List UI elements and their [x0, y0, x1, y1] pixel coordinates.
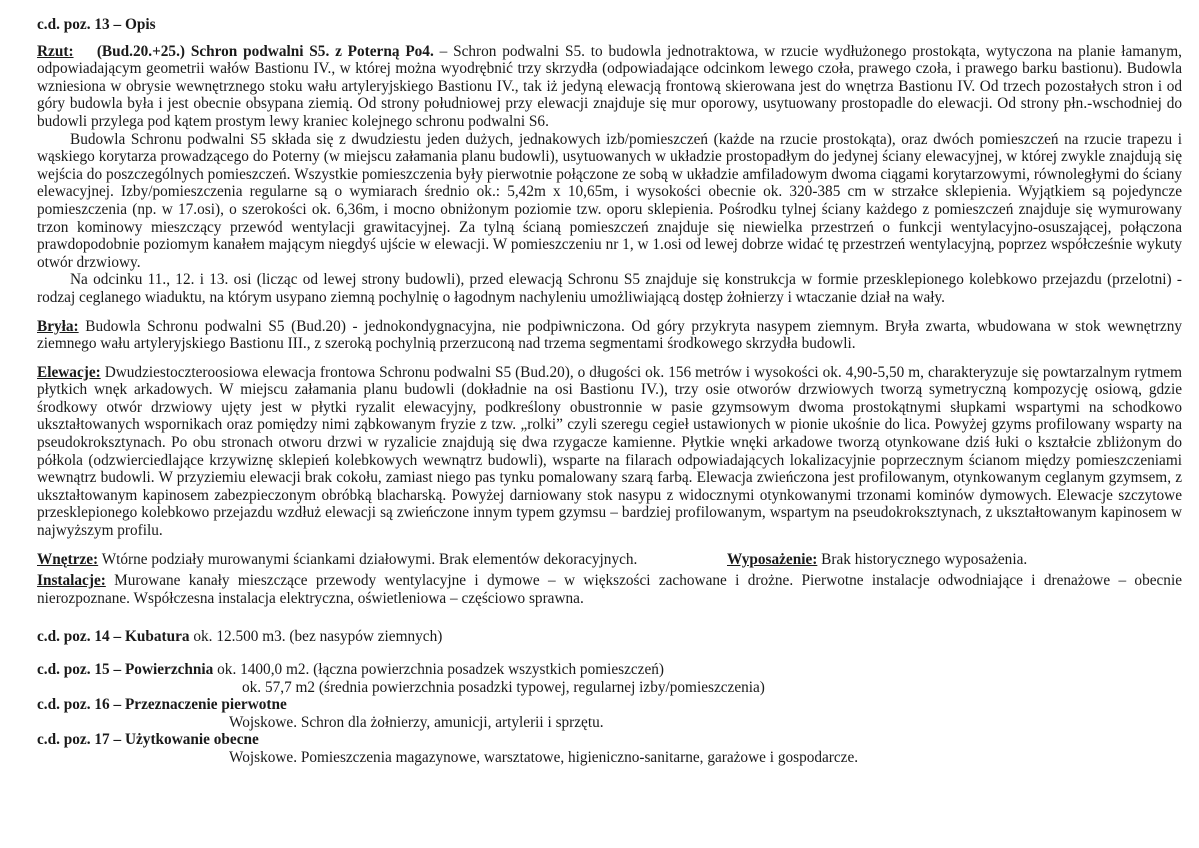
section-przeznaczenie [37, 696, 1182, 731]
instalacje-text: Murowane kanały mieszczące przewody wentylacyjne i dymowe – w większości zachowane i drożne. Pierwotne instalacje odwodniające i drenażowe – obecnie nierozpoznane. Współczesna instalacja elektryczna, oświetleniowa – częściowo sprawna. [37, 572, 1182, 607]
rzut-paragraph-2: Budowla Schronu podwalni S5 składa się z dwudziestu jeden dużych, jednakowych izb/pomieszczeń (każde na rzucie prostokąta), oraz dwóch pomieszczeń na rzucie trapezu i wąskiego korytarza prowadzącego do Poterny (w miejscu załamania planu budowli), usytuowanych w układzie prostopadłym do jedynej ściany elewacyjnej, w której zwykle znajdują się wejścia do poszczególnych pomieszczeń. Wszystkie pomieszczenia były pierwotnie połączone ze sobą w układzie amfiladowym dwoma ciągami korytarzowymi, równoległymi do ściany elewacyjnej. Izby/pomieszczenia regularne są o wymiarach średnio ok.: 5,42m x 10,65m, i wysokości obecnie ok. 320-385 cm w strzałce sklepienia. Wyjątkiem są pojedyncze pomieszczenia (np. w 17.osi), o szerokości ok. 6,36m, i mocno obniżonym poziomie tzw. oporu sklepienia. Pośrodku tylnej ściany każdego z pomieszczeń znajduje się wymurowany trzon kominowy mieszczący przewód wentylacji grawitacyjnej. Za tylną ścianą pomieszczeń znajduje się niewielka przestrzeń o funkcji wentylacyjno-osuszającej, połączona prawdopodobnie poziomym kanałem mającym niegdyś ujście w elewacji. W pomieszczeniu nr 1, w 1.osi od lewej dobrze widać tę przestrzeń wentylacyjną, poprzez współcześnie wykuty otwór drzwiowy. [37, 130, 1182, 271]
kubatura-label: c.d. poz. 14 – Kubatura [37, 628, 190, 646]
wyposazenie-text: Brak historycznego wyposażenia. [817, 550, 1028, 568]
powierzchnia-line-1: ok. 1400,0 m2. (łączna powierzchnia posadzek wszystkich pomieszczeń) [213, 661, 665, 678]
rzut-label: Rzut: [37, 42, 74, 60]
elewacje-label: Elewacje: [37, 363, 101, 381]
section-uzytkowanie [37, 731, 1182, 766]
wnetrze-text: Wtórne podziały murowanymi ściankami działowymi. Brak elementów dekoracyjnych. [98, 550, 638, 568]
przeznaczenie-text: Wojskowe. Schron dla żołnierzy, amunicji, artylerii i sprzętu. [229, 713, 604, 731]
powierzchnia-label: c.d. poz. 15 – Powierzchnia [37, 661, 214, 678]
section-instalacje [37, 572, 1182, 607]
section-kubatura [37, 628, 1182, 646]
section-elewacje [37, 364, 1182, 540]
rzut-paragraph-3: Na odcinku 11., 12. i 13. osi (licząc od lewej strony budowli), przed elewacją Schronu S5 znajduje się konstrukcja w formie przesklepionego kolebkowo przejazdu (przelotni) - rodzaj ceglanego wiaduktu, na którym usypano ziemną pochylnię o łagodnym nachyleniu umożliwiającą dostęp żołnierzy i wtaczanie dział na wały. [37, 271, 1182, 306]
bryla-text: Budowla Schronu podwalni S5 (Bud.20) - jednokondygnacyjna, nie podpiwniczona. Od góry przykryta nasypem ziemnym. Bryła zwarta, wbudowana w stok wewnętrzny ziemnego wału artyleryjskiego Bastionu III., z szeroką pochylnią przerzuconą nad trzema segmentami środkowego skrzydła budowli. [37, 317, 1182, 353]
instalacje-label: Instalacje: [37, 572, 106, 590]
section-bryla [37, 318, 1182, 353]
wyposazenie-label: Wyposażenie: [727, 550, 818, 568]
przeznaczenie-label: c.d. poz. 16 – Przeznaczenie pierwotne [37, 696, 287, 714]
rzut-text: – Schron podwalni S5. to budowla jednotraktowa, w rzucie wydłużonego prostokąta, wytyczona na planie łamanym, odpowiadającym geometrii wałów Bastionu IV., w której można wyodrębnić trzy skrzydła (odpowiadające odcinkom lewego czoła, prawego czoła, i prawego barku bastionu). Budowla wzniesiona w obrysie wewnętrznego stoku wału artyleryjskiego Bastionu IV., tak iż jedyną elewacją frontową skierowana jest do wnętrza Bastionu IV. Od trzech pozostałych stron i od góry budowla była i jest obecnie obsypana ziemią. Od strony południowej przy elewacji znajduje się mur oporowy, usytuowany prostopadle do elewacji. Od strony płn.-wschodniej do budowli przylega pod kątem prostym lewy kraniec kolejnego schronu podwalni S6. [37, 42, 1183, 130]
page-heading: c.d. poz. 13 – Opis [37, 16, 156, 33]
section-powierzchnia [37, 661, 1182, 696]
uzytkowanie-label: c.d. poz. 17 – Użytkowanie obecne [37, 731, 259, 749]
rzut-bold-intro: (Bud.20.+25.) Schron podwalni S5. z Poterną Po4. [96, 42, 434, 60]
rzut-paragraph-1 [37, 43, 1182, 131]
elewacje-text: Dwudziestoczteroosiowa elewacja frontowa Schronu podwalni S5 (Bud.20), o długości ok. 156 metrów i wysokości ok. 4,90-5,50 m, charakteryzuje się powtarzalnym rytmem płytkich wnęk arkadowych. W miejscu załamania planu budowli (dokładnie na osi Bastionu IV.), trzy osie otworów drzwiowych tworzą symetryczną kompozycję osiową, gdzie środkowy otwór drzwiowy ujęty jest w płytki ryzalit elewacyjny, podkreślony obustronnie w pasie gzymsowym dwoma prostokątnymi słupkami wspartymi na schodkowo ukształtowanych wspornikach oraz pomiędzy nimi ząbkowanym fryzie z tzw. „rolki” czyli szeregu cegieł ustawionych w pionie ukośnie do lica. Powyżej gzyms profilowany wsparty na pseudokroksztynach. Po obu stronach otworu drzwi w ryzalicie znajdują się dwa rzygacze kamienne. Płytkie wnęki arkadowe tworzą otynkowane dziś łuki o kształcie zbliżonym do półkola (odzwierciedlające krzywiznę sklepień kolebkowych wewnątrz budowli), wsparte na filarach odpowiadających lokalizacyjnie poprzecznym ścianom między pomieszczeniami wewnątrz budowli. W przyziemiu elewacji brak cokołu, zamiast niego pas tynku pomalowany szarą farbą. Elewacja zwieńczona jest profilowanym, otynkowanym ceglanym gzymsem, z ukształtowanym kapinosem zabezpieczonym obróbką blacharską. Powyżej darniowany stok nasypu z widocznymi otynkowanymi trzonami kominów dymowych. Elewacje szczytowe przesklepionego kolebkowo przejazdu wzdłuż elewacji są zwieńczone innym typem gzymsu – bardziej profilowanym, wspartym na pseudokroksztynach, z ukształtowanym kapinosem w najwyższym profilu. [37, 363, 1182, 540]
wnetrze-label: Wnętrze: [37, 550, 99, 568]
powierzchnia-line-2: ok. 57,7 m2 (średnia powierzchnia posadzki typowej, regularnej izby/pomieszczenia) [242, 678, 765, 696]
uzytkowanie-text: Wojskowe. Pomieszczenia magazynowe, warsztatowe, higieniczno-sanitarne, garażowe i gospodarcze. [229, 748, 859, 766]
bryla-label: Bryła: [37, 317, 79, 335]
section-rzut [37, 43, 1182, 307]
kubatura-text: ok. 12.500 m3. (bez nasypów ziemnych) [189, 628, 443, 646]
section-wnetrze-wyposazenie [37, 551, 1182, 569]
